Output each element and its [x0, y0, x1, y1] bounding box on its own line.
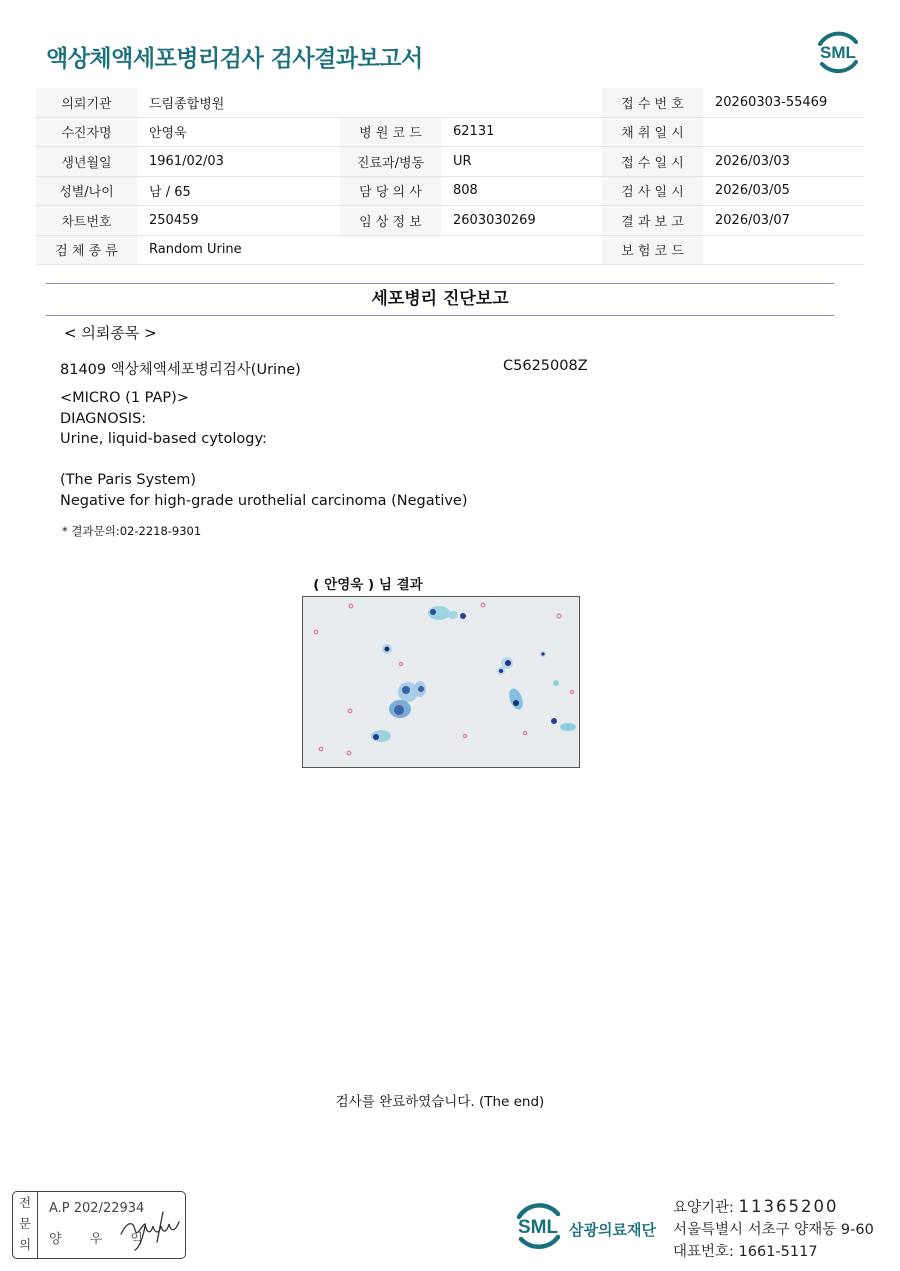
value-patient-name: 안영욱 — [137, 117, 340, 147]
value-chart-number: 250459 — [137, 206, 340, 236]
value-physician: 808 — [441, 176, 602, 206]
value-clinical-info: 2603030269 — [441, 206, 602, 236]
pathologist-license: A.P 202/22934 — [49, 1201, 145, 1216]
contact-note: * 결과문의:02-2218-9301 — [62, 524, 202, 538]
sml-logo — [812, 28, 864, 76]
patient-info-table — [36, 88, 864, 265]
section-title: 세포병리 진단보고 — [371, 289, 509, 309]
sml-foundation-logo — [510, 1198, 566, 1254]
info-row — [36, 235, 864, 265]
pathologist-stamp — [12, 1191, 186, 1259]
order-code: C5625008Z — [503, 358, 588, 374]
foundation-name: 삼광의료재단 — [569, 1221, 656, 1239]
stamp-side-label: 전 문 의 — [13, 1192, 38, 1258]
value-accession-number: 20260303-55469 — [703, 88, 864, 117]
value-test-date: 2026/03/05 — [703, 176, 864, 206]
label-clinical-info: 임 상 정 보 — [340, 206, 441, 236]
diagnosis-line: (The Paris System) — [60, 472, 197, 488]
value-collection-date — [703, 117, 864, 147]
logo-text: SML — [820, 43, 856, 62]
value-birth-date: 1961/02/03 — [137, 147, 340, 177]
label-chart-number: 차트번호 — [36, 206, 137, 236]
label-accession-number: 접 수 번 호 — [602, 88, 703, 117]
pathologist-name: 양 우 익 — [49, 1232, 155, 1247]
section-rule-bottom — [46, 315, 834, 316]
value-hospital-code: 62131 — [441, 117, 602, 147]
value-specimen-type: Random Urine — [137, 235, 340, 265]
info-row — [36, 206, 864, 236]
image-caption: ( 안영욱 ) 님 결과 — [313, 577, 423, 593]
handwritten-signature — [117, 1204, 187, 1252]
info-row — [36, 147, 864, 177]
value-department: UR — [441, 147, 602, 177]
footer-address: 서울특별시 서초구 양재동 9-60 — [673, 1222, 874, 1238]
value-referring-institution: 드림종합병원 — [137, 88, 340, 117]
label-department: 진료과/병동 — [340, 147, 441, 177]
report-title: 액상체액세포병리검사 검사결과보고서 — [46, 46, 423, 72]
phone-number: 1661-5117 — [738, 1244, 818, 1260]
label-physician: 담 당 의 사 — [340, 176, 441, 206]
info-row — [36, 117, 864, 147]
diagnosis-line: <MICRO (1 PAP)> — [60, 390, 189, 406]
label-birth-date: 생년월일 — [36, 147, 137, 177]
label-received-date: 접 수 일 시 — [602, 147, 703, 177]
diagnosis-block — [60, 388, 468, 511]
institution-code: 11365200 — [738, 1197, 839, 1216]
diagnosis-line — [60, 450, 468, 471]
label-hospital-code: 병 원 코 드 — [340, 117, 441, 147]
order-heading: < 의뢰종목 > — [64, 324, 157, 342]
value-received-date: 2026/03/03 — [703, 147, 864, 177]
phone-label: 대표번호: — [673, 1244, 734, 1260]
end-of-report: 검사를 완료하였습니다. (The end) — [335, 1094, 545, 1110]
footer-info — [673, 1196, 874, 1263]
label-referring-institution: 의뢰기관 — [36, 88, 137, 117]
label-insurance-code: 보 험 코 드 — [602, 235, 703, 265]
value-report-date: 2026/03/07 — [703, 206, 864, 236]
cytology-micrograph — [302, 596, 580, 768]
order-item: 81409 액상체액세포병리검사(Urine) — [60, 362, 301, 378]
value-insurance-code — [703, 235, 864, 265]
logo-text: SML — [517, 1217, 559, 1238]
diagnosis-line: DIAGNOSIS: — [60, 410, 147, 427]
label-specimen-type: 검 체 종 류 — [36, 235, 137, 265]
institution-label: 요양기관: — [673, 1200, 734, 1216]
label-test-date: 검 사 일 시 — [602, 176, 703, 206]
label-report-date: 결 과 보 고 — [602, 206, 703, 236]
info-row — [36, 176, 864, 206]
info-row — [36, 88, 864, 117]
label-collection-date: 채 취 일 시 — [602, 117, 703, 147]
label-patient-name: 수진자명 — [36, 117, 137, 147]
value-sex-age: 남 / 65 — [137, 176, 340, 206]
label-sex-age: 성별/나이 — [36, 176, 137, 206]
diagnosis-line: Urine, liquid-based cytology: — [60, 431, 267, 447]
diagnosis-line: Negative for high-grade urothelial carcinoma (Negative) — [60, 492, 468, 509]
